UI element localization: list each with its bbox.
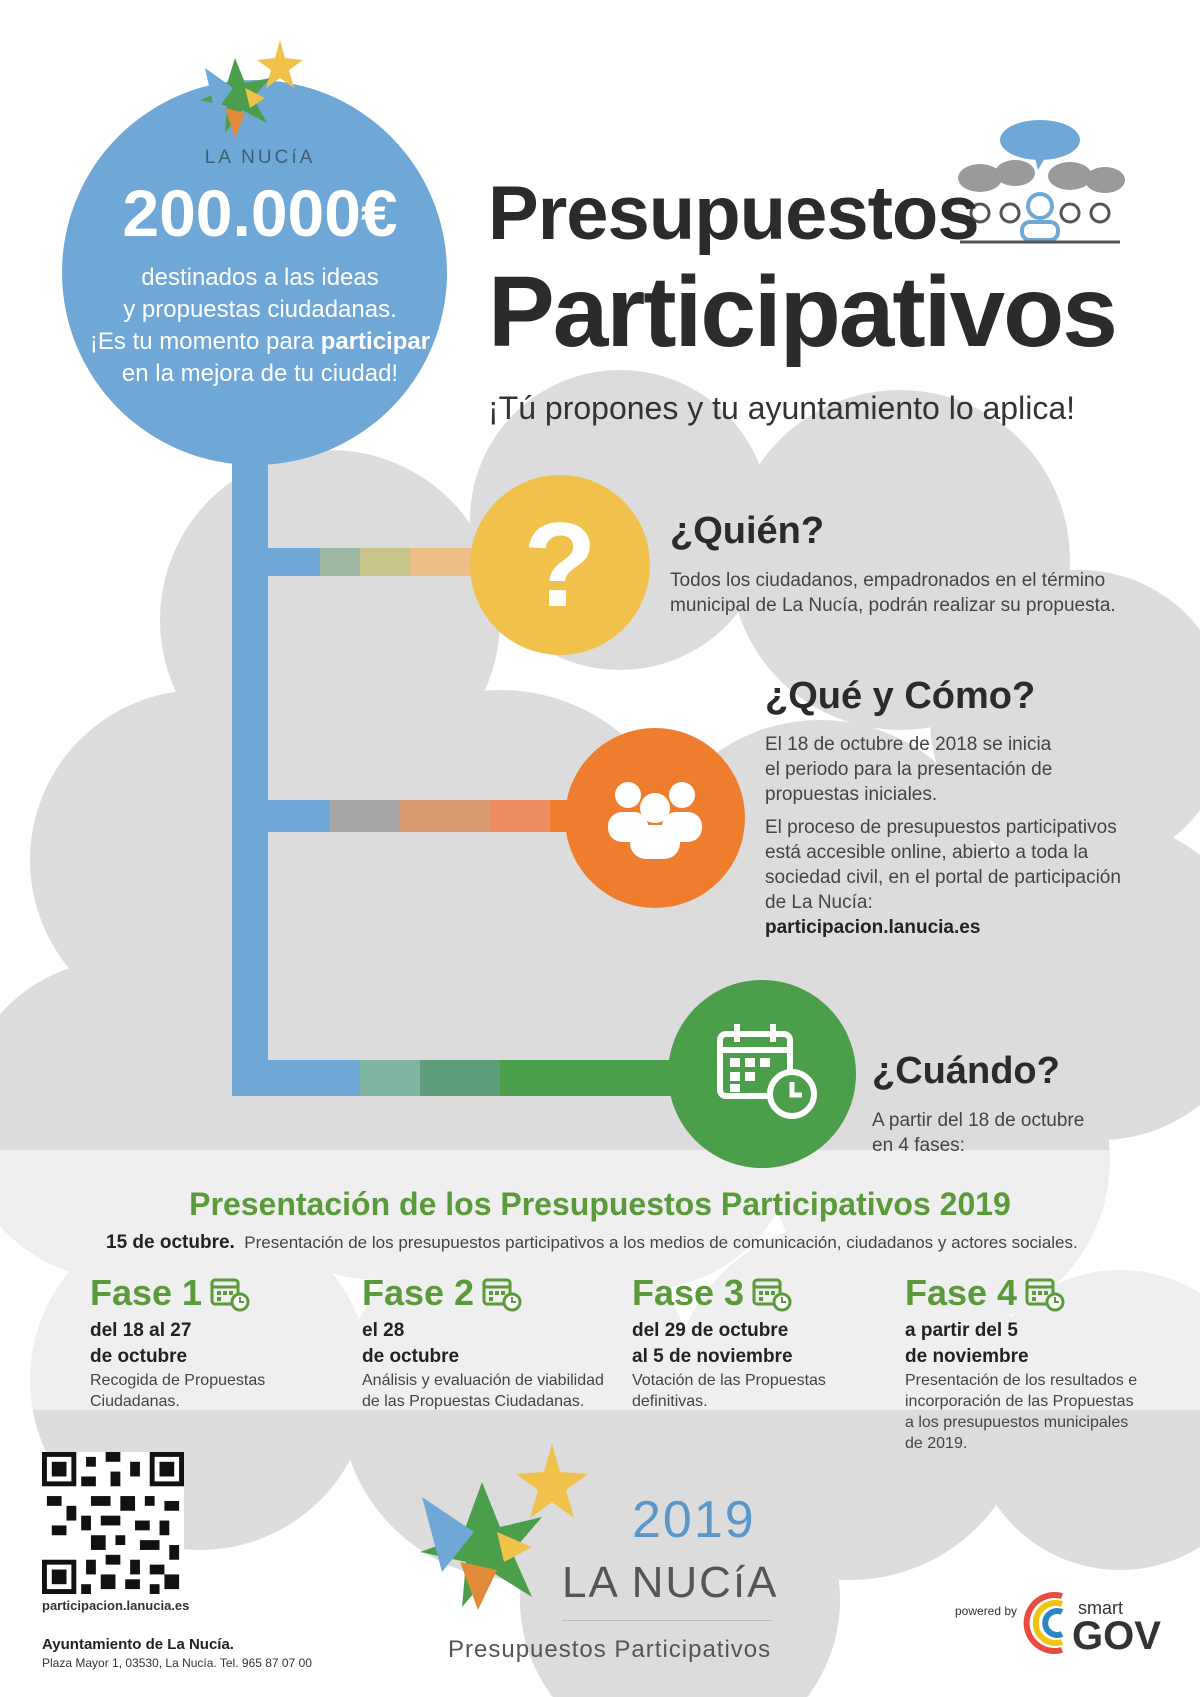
what-text-line: propuestas iniciales. [765, 784, 938, 805]
calendar-icon [482, 1274, 522, 1312]
people-group-icon [600, 770, 710, 860]
who-title: ¿Quién? [670, 510, 825, 552]
question-mark-icon: ? [523, 498, 597, 632]
phase-2 [362, 1272, 627, 1412]
presentation-text: Presentación de los presupuestos participativos a los medios de comunicación, ciudadanos y actores sociales. [244, 1233, 1078, 1252]
who-text-line: Todos los ciudadanos, empadronados en el término [670, 570, 1106, 591]
smartgov-logo-icon [1022, 1588, 1072, 1658]
amount-text-line [80, 326, 440, 358]
calendar-clock-icon [712, 1022, 822, 1122]
what-text-line: El 18 de octubre de 2018 se inicia [765, 734, 1052, 755]
who-text-line: municipal de La Nucía, podrán realizar su propuesta. [670, 595, 1116, 616]
phase-date-line: el 28 [362, 1320, 405, 1341]
phase-desc-line: de las Propuestas Ciudadanas. [362, 1393, 585, 1410]
calendar-icon [1025, 1274, 1065, 1312]
amount-text-line: en la mejora de tu ciudad! [121, 360, 399, 387]
calendar-icon [210, 1274, 250, 1312]
what-title: ¿Qué y Cómo? [765, 675, 1036, 717]
qr-code[interactable] [42, 1452, 184, 1594]
presentation-line [106, 1232, 1078, 1254]
phase-date-line: del 18 al 27 [90, 1320, 192, 1341]
phase-title: Fase 3 [632, 1272, 745, 1313]
phase-date-line: de octubre [362, 1346, 460, 1367]
presentation-heading: Presentación de los Presupuestos Participativos 2019 [189, 1186, 1011, 1222]
page-title-line-1: Presupuestos [488, 171, 979, 256]
organization-name: Ayuntamiento de La Nucía. [42, 1636, 234, 1653]
what-text-line: está accesible online, abierto a toda la [765, 842, 1089, 863]
phase-title: Fase 4 [905, 1272, 1018, 1313]
page-title-line-2: Participativos [488, 256, 1116, 368]
phase-1 [90, 1272, 355, 1412]
phase-title: Fase 1 [90, 1272, 203, 1313]
what-text-line: de La Nucía: [765, 892, 873, 913]
phase-desc-line: Votación de las Propuestas definitivas. [632, 1372, 826, 1410]
amount-text-line: y propuestas ciudadanas. [123, 296, 397, 323]
phase-desc-line: Recogida de Propuestas Ciudadanas. [90, 1372, 266, 1410]
logo-divider [562, 1620, 772, 1621]
phase-desc-line: a los presupuestos municipales [905, 1414, 1129, 1431]
amount-value: 200.000€ [122, 176, 398, 250]
smartgov-gov: GOV [1072, 1614, 1161, 1658]
phase-date-line: a partir del 5 [905, 1320, 1018, 1341]
logo-text: LA NUCíA [204, 147, 316, 168]
logo-year: 2019 [632, 1491, 756, 1549]
page-subtitle: ¡Tú propones y tu ayuntamiento lo aplica! [488, 390, 1075, 426]
phase-date-line: al 5 de noviembre [632, 1346, 793, 1367]
logo-name: LA NUCíA [562, 1558, 779, 1607]
when-title: ¿Cuándo? [872, 1050, 1060, 1092]
smartgov-smart: smart [1078, 1598, 1123, 1618]
logo-subtitle: Presupuestos Participativos [448, 1636, 772, 1663]
amount-description [80, 262, 440, 390]
when-text-line: A partir del 18 de octubre [872, 1110, 1085, 1131]
portal-link[interactable]: participacion.lanucia.es [765, 917, 981, 938]
phase-date-line: de noviembre [905, 1346, 1029, 1367]
phase-desc-line: incorporación de las Propuestas [905, 1393, 1134, 1410]
organization-address: Plaza Mayor 1, 03530, La Nucía. Tel. 965 87 07 00 [42, 1656, 312, 1670]
when-text [872, 1108, 1084, 1158]
powered-by-label: powered by [955, 1604, 1018, 1618]
phase-desc-line: Análisis y evaluación de viabilidad [362, 1372, 604, 1389]
phase-desc-line: Presentación de los resultados e [905, 1372, 1138, 1389]
phase-4 [905, 1272, 1170, 1454]
phase-desc-line: de 2019. [905, 1435, 968, 1452]
who-text [670, 568, 1116, 618]
what-text-line: el periodo para la presentación de [765, 759, 1053, 780]
presentation-date: 15 de octubre. [106, 1232, 235, 1253]
what-text [765, 732, 1121, 940]
la-nucia-logo-icon [195, 38, 315, 148]
when-text-line: en 4 fases: [872, 1135, 965, 1156]
calendar-icon [752, 1274, 792, 1312]
phase-date-line: del 29 de octubre [632, 1320, 789, 1341]
phase-3 [632, 1272, 897, 1412]
amount-text-pre: ¡Es tu momento para [89, 328, 321, 355]
amount-text-line: destinados a las ideas [141, 264, 379, 291]
qr-url[interactable]: participacion.lanucia.es [42, 1598, 190, 1613]
phase-title: Fase 2 [362, 1272, 475, 1313]
amount-text-bold: participar [320, 328, 431, 355]
phase-date-line: de octubre [90, 1346, 188, 1367]
what-text-line: El proceso de presupuestos participativos [765, 817, 1117, 838]
what-text-line: sociedad civil, en el portal de participación [765, 867, 1121, 888]
